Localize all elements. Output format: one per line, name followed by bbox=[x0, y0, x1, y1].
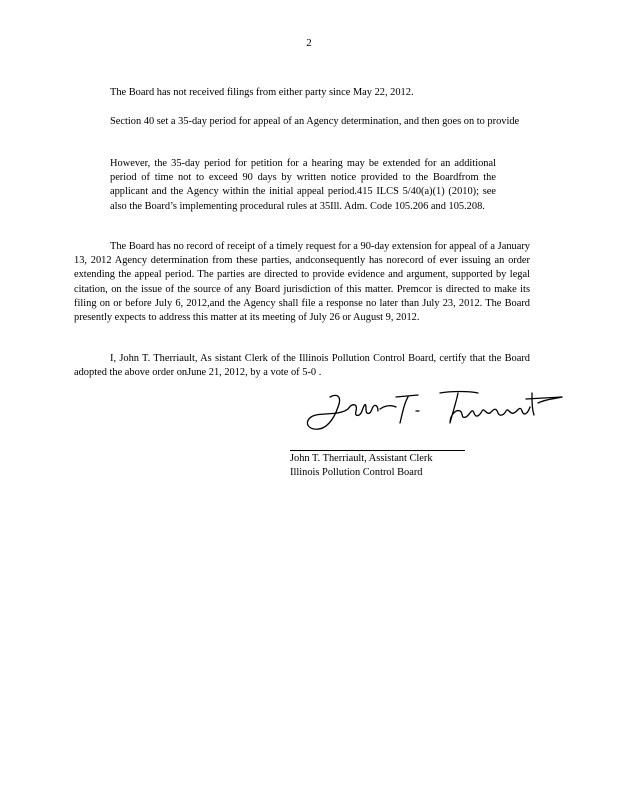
paragraph-certification: I, John T. Therriault, As sistant Clerk of the Illinois Pollution Control Board, certify that the Board adopted the above order onJune 21, 2012, by a vote of 5-0 . bbox=[74, 353, 530, 379]
block-quote-statute: However, the 35-day period for petition for a hearing may be extended for an additional period of time not to exceed 90 days by written notice provided to the Boardfrom the applicant and the Agency within the initial appeal period.415 ILCS 5/40(a)(1) (2010); see also the Board’s implementing procedural rules at 35Ill. Adm. Code 105.206 and 105.208. bbox=[110, 158, 496, 212]
signer-organization: Illinois Pollution Control Board bbox=[290, 467, 423, 478]
handwritten-signature bbox=[300, 385, 570, 435]
signer-name-title: John T. Therriault, Assistant Clerk bbox=[290, 453, 433, 464]
paragraph-no-record: The Board has no record of receipt of a timely request for a 90-day extension for appeal of a January 13, 2012 Agency determination from these parties, andconsequently has norecord of ever issuing an order extending the appeal period. The parties are directed to provide evidence and argument, supported by legal citation, on the issue of the source of any Board jurisdiction of this matter. Premcor is directed to make its filing on or before July 6, 2012,and the Agency shall file a response no later than July 23, 2012. The Board presently expects to address this matter at its meeting of July 26 or August 9, 2012. bbox=[74, 241, 530, 324]
page-number: 2 bbox=[306, 37, 312, 49]
paragraph-section-40: Section 40 set a 35-day period for appeal of an Agency determination, and then goes on to provide bbox=[110, 116, 520, 127]
signature-line bbox=[290, 450, 465, 451]
signature-icon bbox=[300, 385, 570, 435]
paragraph-filings: The Board has not received filings from either party since May 22, 2012. bbox=[110, 87, 414, 98]
